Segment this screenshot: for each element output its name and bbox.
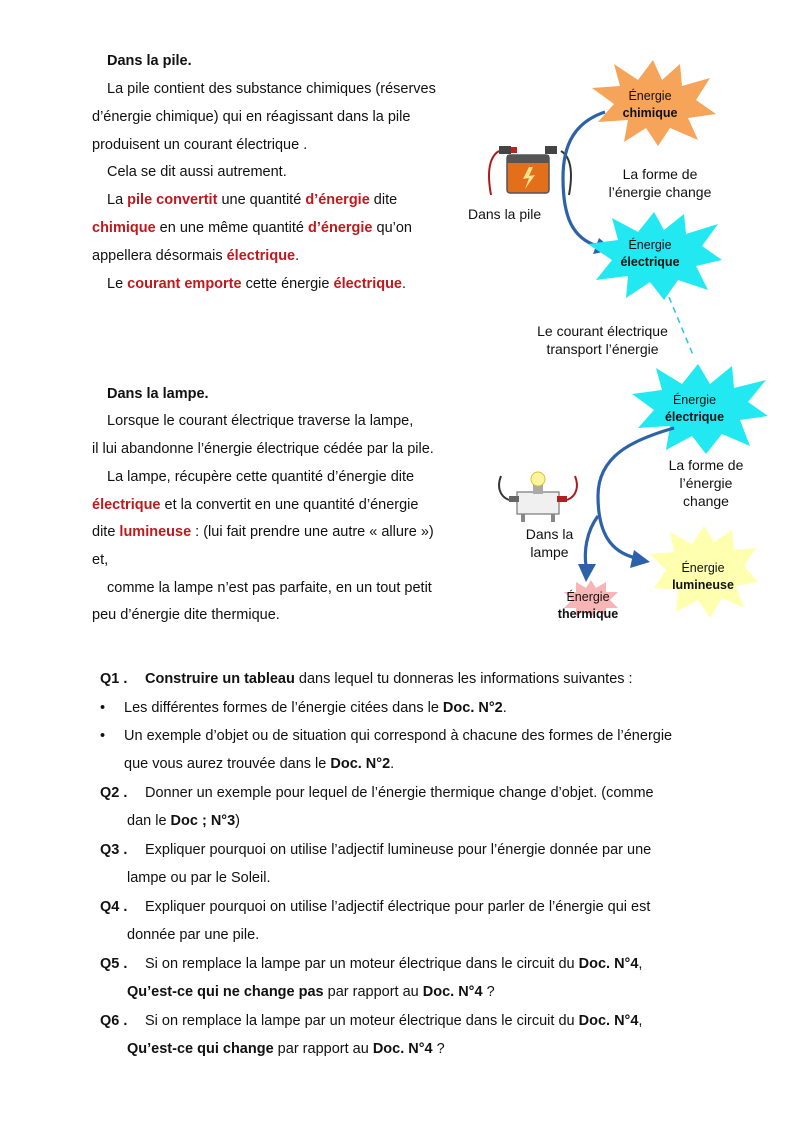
burst-label-bottom: chimique [622, 106, 678, 120]
question-q6-continuation [127, 1041, 445, 1057]
pile-paragraph-line [92, 220, 412, 236]
transport-label [520, 322, 685, 358]
label-line: La forme de [668, 457, 744, 473]
label-line: change [683, 493, 729, 509]
pile-heading: Dans la pile. [107, 53, 192, 69]
label-line: Le courant électrique [537, 323, 668, 339]
lamp-icon [495, 470, 580, 525]
question-emphasis: Qu’est-ce qui change [127, 1041, 274, 1057]
lampe-paragraph-line: La lampe, récupère cette quantité d’énergie dite [107, 469, 415, 485]
highlight-run: chimique [92, 220, 156, 236]
text-run: une quantité [217, 192, 306, 208]
text-run: en une même quantité [155, 220, 309, 236]
burst-label-top: Énergie [672, 393, 717, 407]
highlight-run: électrique [333, 276, 402, 292]
question-text: dan le [127, 813, 171, 829]
question-q2-continuation [127, 813, 240, 829]
form-change-label [650, 456, 762, 510]
form-change-label [590, 165, 730, 201]
text-run: cette énergie [241, 276, 334, 292]
thermal-energy-label [548, 589, 628, 623]
lampe-paragraph-line: Lorsque le courant électrique traverse la lampe, [107, 413, 414, 429]
electrical-energy-label [610, 237, 690, 271]
question-emphasis: Qu’est-ce qui ne change pas [127, 984, 324, 1000]
question-q1 [100, 671, 633, 687]
text-run: Le [107, 276, 128, 292]
question-text: Un exemple d’objet ou de situation qui correspond à chacune des formes de l’énergie [124, 728, 673, 744]
question-text: . [390, 756, 395, 772]
text-run: . [295, 248, 300, 264]
question-text: Expliquer pourquoi on utilise l’adjectif électrique pour parler de l’énergie qui est [145, 899, 651, 915]
question-text: Donner un exemple pour lequel de l’énergie thermique change d’objet. (comme [145, 785, 654, 801]
text-run: dite [369, 192, 398, 208]
bullet-item-continuation [124, 756, 394, 772]
burst-label-bottom: thermique [557, 607, 619, 621]
burst-label-top: Énergie [566, 590, 610, 604]
luminous-energy-label [658, 560, 748, 594]
lampe-paragraph-line: comme la lampe n’est pas parfaite, en un tout petit [107, 580, 432, 596]
question-emphasis: Construire un tableau [145, 671, 295, 687]
pile-label: Dans la pile [468, 206, 542, 222]
question-text: Si on remplace la lampe par un moteur électrique dans le circuit du [145, 1013, 579, 1029]
question-number: Q3 . [100, 842, 128, 858]
burst-label-top: Énergie [681, 561, 725, 575]
label-line: l’énergie [679, 475, 733, 491]
question-q4-continuation: donnée par une pile. [127, 927, 260, 943]
label-line: La forme de [622, 166, 698, 182]
text-run: dite [92, 524, 120, 540]
lampe-heading: Dans la lampe. [107, 386, 209, 402]
pile-paragraph-line: Cela se dit aussi autrement. [107, 164, 287, 180]
doc-reference: Doc. N°2 [442, 700, 503, 716]
bullet-item [100, 700, 507, 716]
question-text: ? [432, 1041, 445, 1057]
highlight-run: d’énergie [305, 192, 370, 208]
highlight-run: électrique [92, 497, 161, 513]
burst-label-bottom: électrique [620, 255, 680, 269]
question-text: Les différentes formes de l’énergie citées dans le [124, 700, 443, 716]
question-text: ) [235, 813, 241, 829]
text-run: La [107, 192, 128, 208]
pile-paragraph-line [92, 248, 299, 264]
question-text: Expliquer pourquoi on utilise l’adjectif lumineuse pour l’énergie donnée par une [145, 842, 652, 858]
text-run: et la convertit en une quantité d’énergie [160, 497, 419, 513]
question-q3-continuation: lampe ou par le Soleil. [127, 870, 271, 886]
pile-paragraph-line [107, 276, 406, 292]
label-line: Dans la [525, 526, 574, 542]
text-run: . [402, 276, 407, 292]
question-q4 [100, 899, 650, 915]
pile-paragraph-line [107, 192, 397, 208]
question-number: Q1 . [100, 671, 128, 687]
doc-reference: Doc. N°4 [422, 984, 483, 1000]
highlight-run: courant emporte [127, 276, 242, 292]
lampe-paragraph-line [92, 524, 434, 540]
doc-reference: Doc. N°4 [578, 956, 639, 972]
label-line: transport l’énergie [546, 341, 659, 357]
question-q2 [100, 785, 654, 801]
question-q3 [100, 842, 651, 858]
highlight-run: lumineuse [119, 524, 192, 540]
pile-paragraph-line: produisent un courant électrique . [92, 137, 308, 153]
question-number: Q6 . [100, 1013, 128, 1029]
label-line: l’énergie change [608, 184, 712, 200]
bullet-icon: • [100, 728, 106, 744]
burst-label-bottom: électrique [664, 410, 725, 424]
doc-reference: Doc. N°4 [372, 1041, 433, 1057]
question-text: ? [482, 984, 495, 1000]
burst-label-top: Énergie [628, 89, 672, 103]
lampe-paragraph-line: peu d’énergie dite thermique. [92, 607, 280, 623]
question-number: Q4 . [100, 899, 128, 915]
doc-reference: Doc ; N°3 [170, 813, 236, 829]
question-number: Q5 . [100, 956, 128, 972]
bullet-item [100, 728, 672, 744]
question-text: . [502, 700, 507, 716]
highlight-run: pile convertit [127, 192, 218, 208]
bullet-icon: • [100, 700, 106, 716]
lampe-paragraph-line: il lui abandonne l’énergie électrique cédée par la pile. [92, 441, 434, 457]
text-run: qu’on [372, 220, 412, 236]
text-run: appellera désormais [92, 248, 227, 264]
lampe-paragraph-line: et, [92, 552, 109, 568]
question-text: , [638, 1013, 643, 1029]
doc-reference: Doc. N°2 [330, 756, 391, 772]
question-text: que vous aurez trouvée dans le [124, 756, 331, 772]
question-text: dans lequel tu donneras les informations suivantes : [294, 671, 633, 687]
question-q5 [100, 956, 642, 972]
question-number: Q2 . [100, 785, 128, 801]
chemical-energy-label [610, 88, 690, 122]
pile-paragraph-line: d’énergie chimique) qui en réagissant dans la pile [92, 109, 411, 125]
burst-label-top: Énergie [628, 238, 672, 252]
question-text: par rapport au [323, 984, 423, 1000]
doc-reference: Doc. N°4 [578, 1013, 639, 1029]
question-q6 [100, 1013, 642, 1029]
pile-paragraph-line: La pile contient des substance chimiques (réserves [107, 81, 436, 97]
question-text: , [638, 956, 643, 972]
highlight-run: d’énergie [308, 220, 373, 236]
question-text: Si on remplace la lampe par un moteur électrique dans le circuit du [145, 956, 579, 972]
label-line: lampe [530, 544, 569, 560]
burst-label-bottom: lumineuse [672, 578, 734, 592]
question-q5-continuation [127, 984, 495, 1000]
lampe-paragraph-line [92, 497, 418, 513]
text-run: : (lui fait prendre une autre « allure ») [191, 524, 434, 540]
question-text: par rapport au [273, 1041, 373, 1057]
highlight-run: électrique [226, 248, 296, 264]
